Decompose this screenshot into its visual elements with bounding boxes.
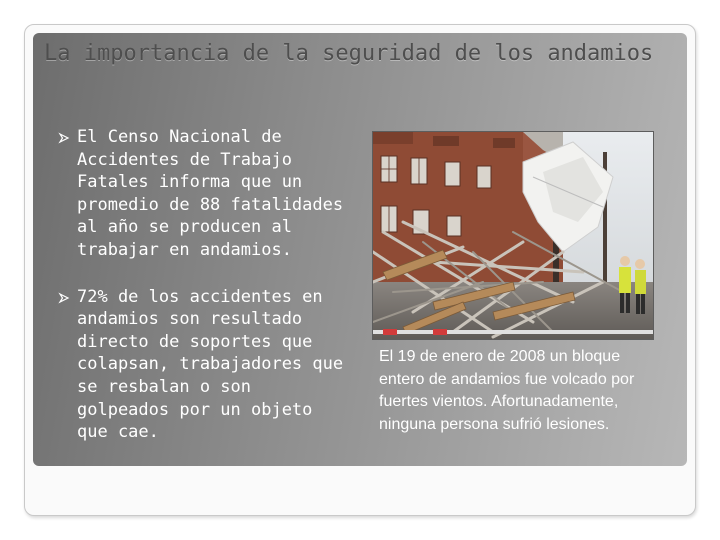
bullet-item	[58, 126, 348, 262]
bullet-item	[58, 286, 348, 444]
bullet-text: 72% de los accidentes en andamios son resultado directo de soportes que colapsan, trabajadores que se resbalan o son golpeados por un objeto que cae.	[77, 286, 344, 443]
bullet-text: El Censo Nacional de Accidentes de Trabajo Fatales informa que un promedio de 88 fatalidades al año se producen al trabajar en andamios.	[77, 127, 344, 260]
hollow-arrow-bullet-icon	[58, 132, 70, 144]
slide-title: La importancia de la seguridad de los andamios	[44, 41, 654, 66]
bullet-list	[58, 126, 348, 444]
collapsed-scaffolding-photo	[372, 131, 654, 340]
photo-illustration	[373, 132, 654, 340]
hollow-arrow-bullet-icon	[58, 292, 70, 304]
photo-caption: El 19 de enero de 2008 un bloque entero de andamios fue volcado por fuertes vientos. Afortunadamente, ninguna persona sufrió lesiones.	[379, 348, 635, 433]
